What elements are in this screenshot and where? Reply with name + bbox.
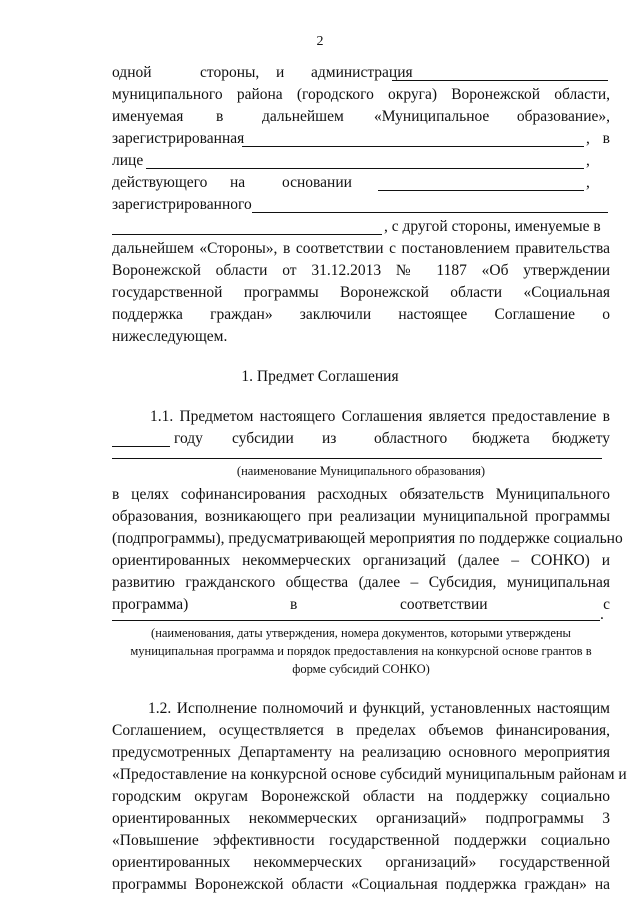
text: , [586,130,590,147]
text: в [216,108,224,125]
p12-line-8: ориентированных некоммерческих организаций» государственной [112,854,610,871]
text: на [230,174,246,191]
intro-line-9: дальнейшем «Стороны», в соответствии с постановлением правительства [112,240,610,257]
text: одной [112,64,152,81]
intro-line-2: муниципального района (городского округа) Воронежской области, [112,86,610,103]
intro-line-3 [112,106,610,128]
intro-line-10: Воронежской области от 31.12.2013 № 1187 «Об утверждении [112,262,610,279]
blank-field [378,175,584,191]
p11-line-2 [112,428,610,450]
p11-line-5: образования, возникающего при реализации муниципальной программы [112,508,610,525]
text: образование», [516,108,610,125]
text: программа) [112,596,189,613]
p12-line-1: 1.2. Исполнение полномочий и функций, установленных настоящим [148,700,610,717]
text: дальнейшем [262,108,344,125]
field-caption: (наименование Муниципального образования) [236,464,486,478]
text: зарегистрированного [112,196,252,213]
p11-line-6: (подпрограммы), предусматривающей мероприятия по поддержке социально [112,530,623,547]
blank-field [392,65,608,81]
text: лице [112,152,144,169]
text: с [603,596,610,613]
text: году [174,430,203,447]
intro-line-4 [112,128,610,150]
section-title: 1. Предмет Соглашения [241,368,399,385]
p12-line-5: городским округам Воронежской области на поддержку социально [112,788,610,805]
p12-line-7: «Повышение эффективности государственной поддержки социально [112,832,610,849]
text: «Муниципальное [374,108,490,125]
p12-line-4: «Предоставление на конкурсной основе субсидий муниципальным районам и [112,766,627,783]
text: , [586,152,590,169]
text: основании [282,174,352,191]
intro-line-12: поддержка граждан» заключили настоящее Соглашение о [112,306,610,323]
page-number: 2 [316,34,324,49]
text: областного [374,430,448,447]
p12-line-9: программы Воронежской области «Социальная поддержка граждан» на [112,876,610,893]
text: стороны, [200,64,260,81]
text: администрация [311,64,413,81]
blank-field [146,153,584,169]
blank-line [112,458,602,459]
text: , [586,174,590,191]
blank-field [112,431,170,447]
p11-line-8: развитию гражданского общества (далее – Субсидия, муниципальная [112,574,610,591]
text: соответствии [400,596,488,613]
p12-line-3: предусмотренных Департаменту на реализацию основного мероприятия [112,744,610,761]
blank-field [252,197,608,213]
p11-line-4: в целях софинансирования расходных обязательств Муниципального [112,486,610,503]
text: субсидии [232,430,294,447]
field-caption: муниципальная программа и порядок предоставления на конкурсной основе грантов в [130,644,592,658]
intro-line-5 [112,150,610,172]
intro-line-8 [112,216,610,238]
field-caption: (наименования, даты утверждения, номера документов, которыми утверждены [151,626,571,640]
p12-line-6: ориентированных некоммерческих организаций» подпрограммы 3 [112,810,610,827]
text: бюджета [472,430,530,447]
text: , с другой стороны, именуемые в [384,218,601,235]
text: зарегистрированная [112,130,245,147]
intro-line-6 [112,172,610,194]
blank-field [112,219,382,235]
text: действующего [112,174,208,191]
text: бюджету [551,430,610,447]
text: из [322,430,337,447]
field-caption: форме субсидий СОНКО) [292,662,430,676]
text: именуемая [112,108,184,125]
p11-line-7: ориентированных некоммерческих организаций (далее – СОНКО) и [112,552,610,569]
intro-line-7 [112,194,610,216]
p12-line-2: Соглашением, осуществляется в пределах объемов финансирования, [112,722,610,739]
text: . [600,606,604,623]
blank-field [242,131,584,147]
p11-line-9 [112,594,610,616]
intro-line-13: нижеследующем. [112,328,228,345]
intro-line-1 [112,62,610,84]
text: в [602,130,610,147]
text: в [290,596,298,613]
blank-line [112,620,600,621]
intro-line-11: государственной программы Воронежской области «Социальная [112,284,610,301]
p11-line-1: 1.1. Предметом настоящего Соглашения является предоставление в [150,408,610,425]
text: и [276,64,285,81]
